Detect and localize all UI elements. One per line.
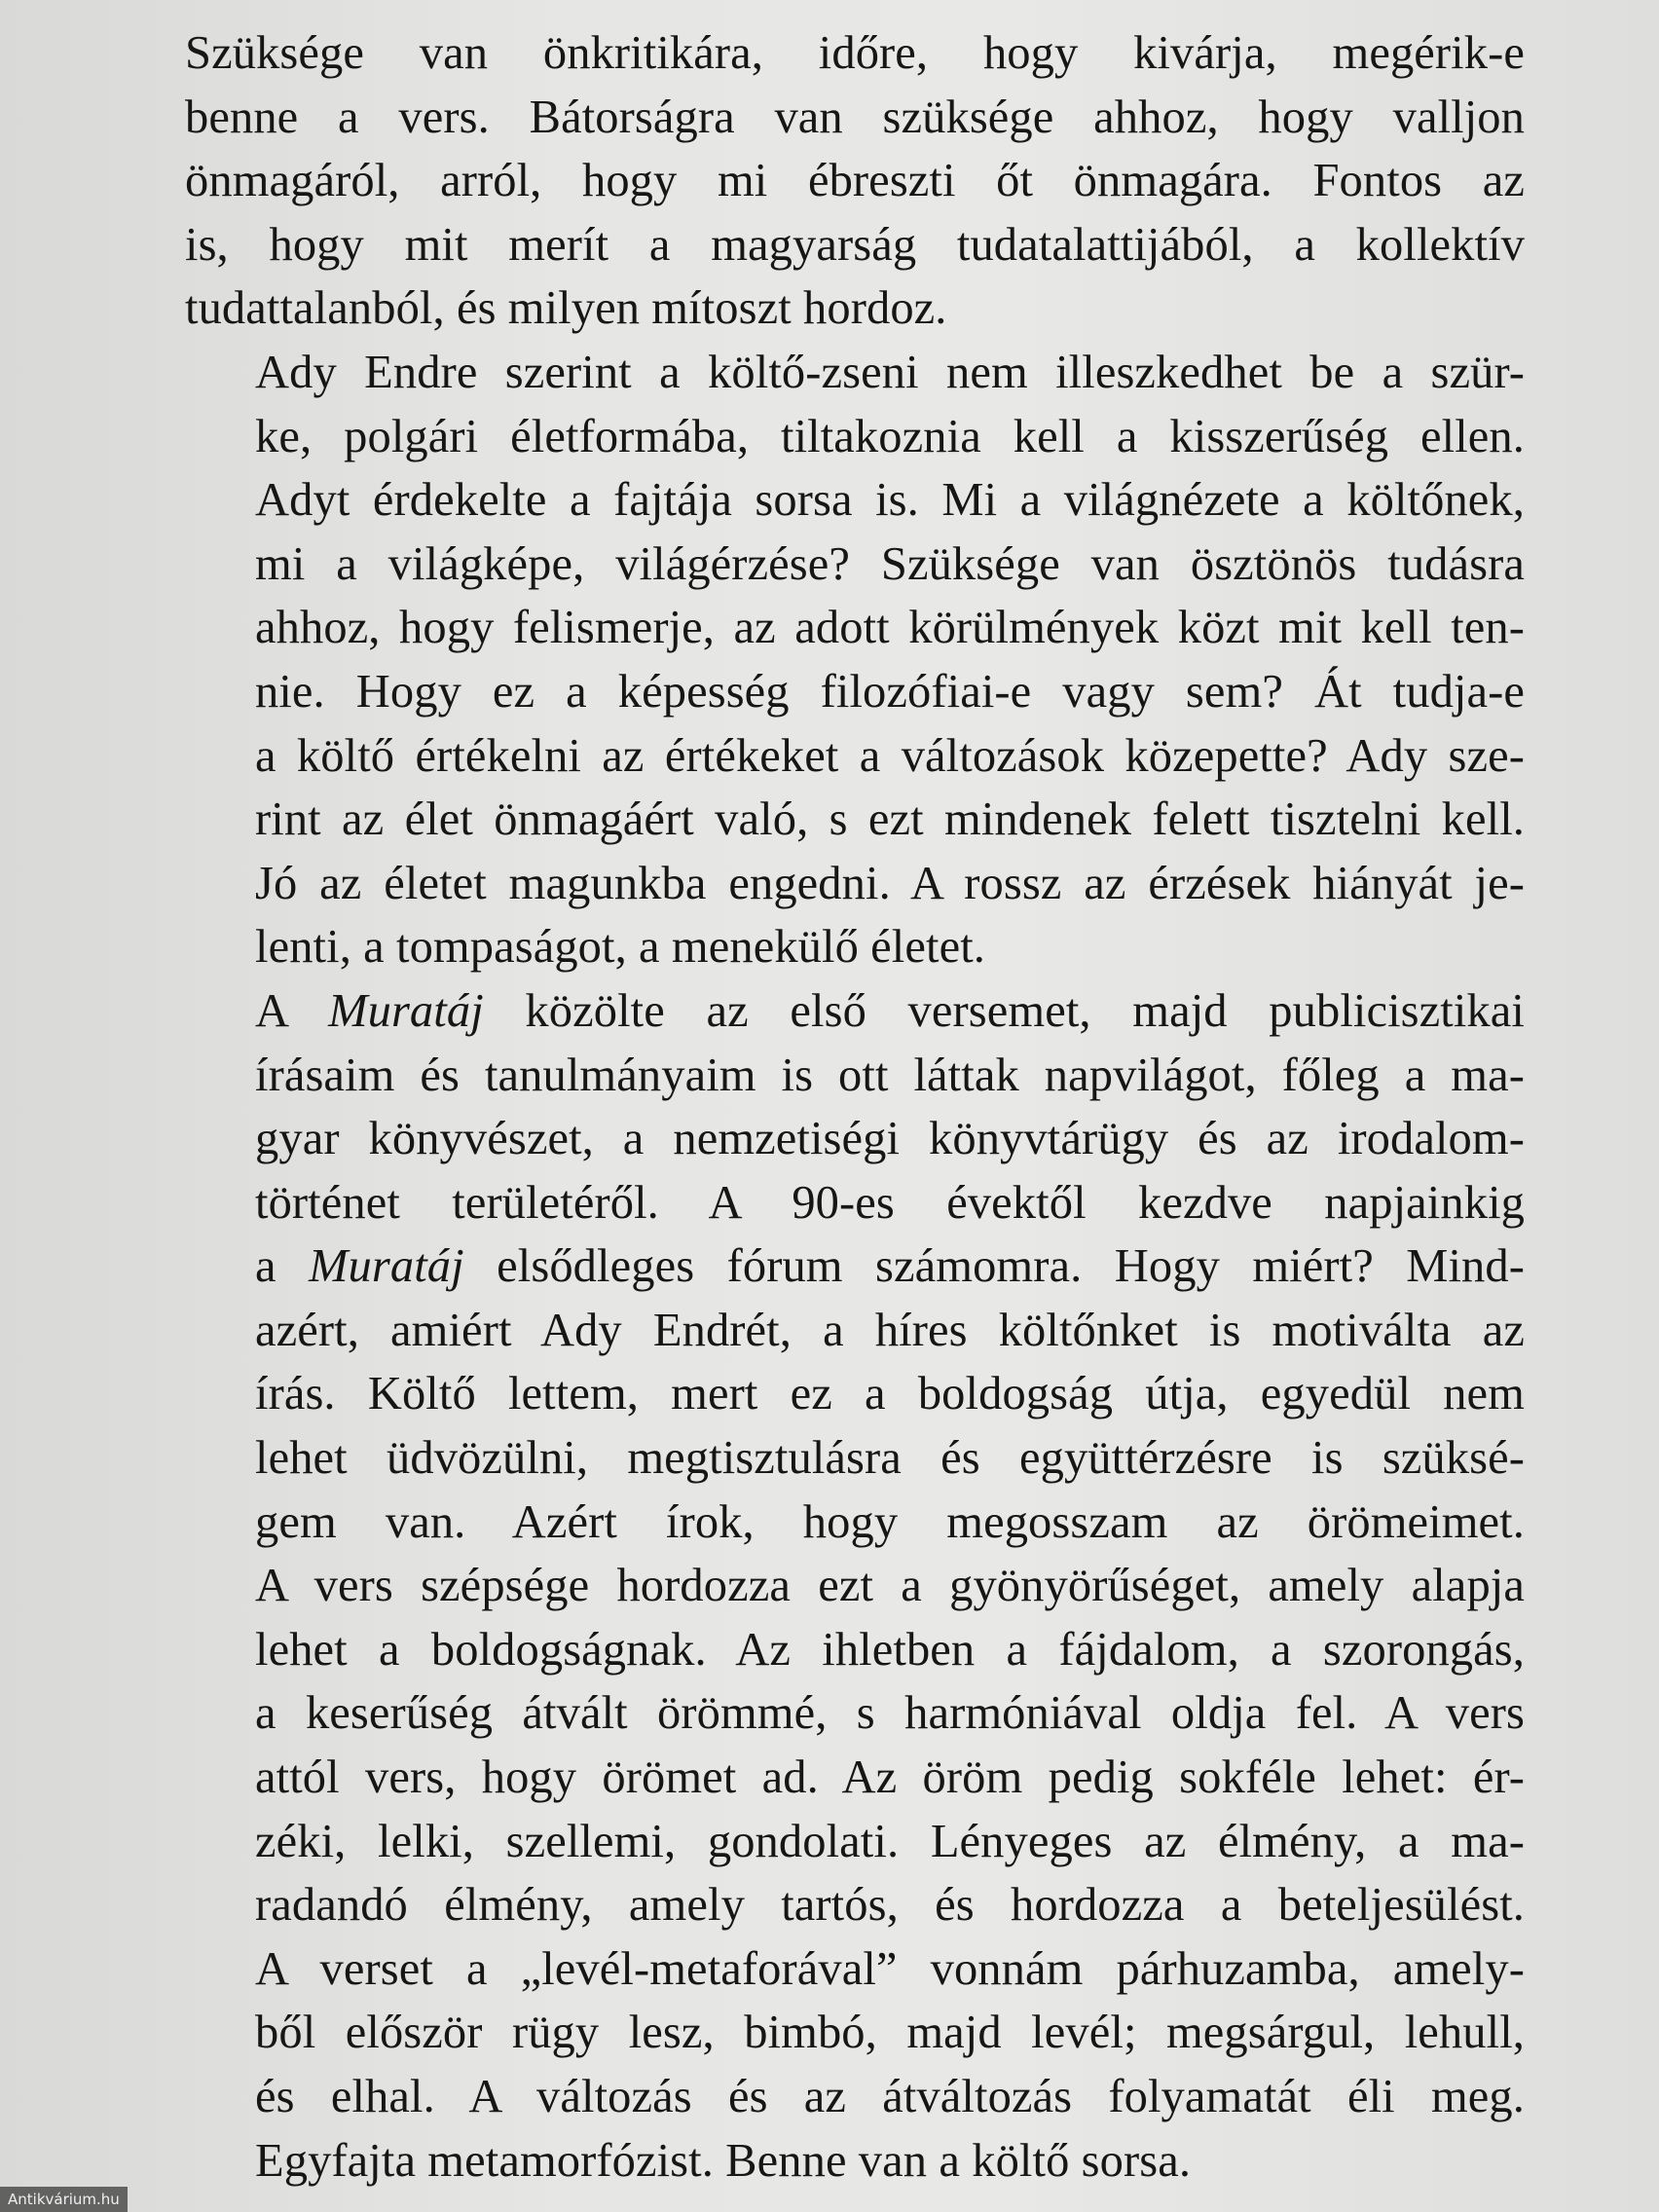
text-line: Ady Endre szerint a költő-zseni nem illeszkedhet be a szür- <box>255 346 1525 398</box>
text-line: lenti, a tompaságot, a menekülő életet. <box>255 921 986 974</box>
text-line: Szüksége van önkritikára, időre, hogy kivárja, megérik-e <box>185 27 1525 79</box>
text-line: is, hogy mit merít a magyarság tudatalattijából, a kollektív <box>185 218 1525 271</box>
text-line: Adyt érdekelte a fajtája sorsa is. Mi a világnézete a költőnek, <box>255 474 1525 527</box>
text-line: A vers szépsége hordozza ezt a gyönyörűséget, amely alapja <box>255 1560 1525 1612</box>
text-segment: a <box>255 1240 310 1293</box>
text-line: azért, amiért Ady Endrét, a híres költőnket is motiválta az <box>255 1304 1525 1356</box>
text-line: ke, polgári életformába, tiltakoznia kell a kisszerűség ellen. <box>255 410 1525 462</box>
watermark-label: Antikvárium.hu <box>0 2187 128 2212</box>
text-line: történet területéről. A 90-es évektől kezdve napjainkig <box>255 1176 1525 1229</box>
text-line <box>185 1235 1525 1299</box>
text-line: írásaim és tanulmányaim is ott láttak napvilágot, főleg a ma- <box>255 1049 1525 1101</box>
text-line: A verset a „levél-metaforával” vonnám párhuzamba, amely- <box>255 1942 1525 1995</box>
text-line: a költő értékelni az értékeket a változások közepette? Ady sze- <box>255 729 1525 782</box>
paragraph <box>185 341 1525 979</box>
text-line: írás. Költő lettem, mert ez a boldogság útja, egyedül nem <box>255 1368 1525 1420</box>
text-line: Jó az életet magunkba engedni. A rossz az érzések hiányát je- <box>255 857 1525 909</box>
text-segment: közölte az első versemet, majd publicisztikai <box>483 984 1525 1037</box>
text-line: a keserűség átvált örömmé, s harmóniával oldja fel. A vers <box>255 1687 1525 1740</box>
text-line: mi a világképe, világérzése? Szüksége van ösztönös tudásra <box>255 537 1525 590</box>
text-line: és elhal. A változás és az átváltozás folyamatát éli meg. <box>255 2071 1525 2122</box>
italic-title: Muratáj <box>309 1240 464 1293</box>
text-line: Egyfajta metamorfózist. Benne van a költő sorsa. <box>255 2134 1192 2187</box>
text-line: lehet üdvözülni, megtisztulásra és együttérzésre is szüksé- <box>255 1432 1525 1485</box>
text-line: gem van. Azért írok, hogy megosszam az örömeimet. <box>255 1495 1525 1548</box>
italic-title: Muratáj <box>328 984 484 1037</box>
text-line: gyar könyvészet, a nemzetiségi könyvtárügy és az irodalom- <box>255 1113 1525 1165</box>
text-segment: elsődleges fórum számomra. Hogy miért? Mind- <box>463 1240 1525 1293</box>
text-line: önmagáról, arról, hogy mi ébreszti őt önmagára. Fontos az <box>185 155 1525 207</box>
text-line: ahhoz, hogy felismerje, az adott körülmények közt mit kell ten- <box>255 602 1525 654</box>
text-line: ből először rügy lesz, bimbó, majd levél; megsárgul, lehull, <box>255 2007 1525 2059</box>
text-line: attól vers, hogy örömet ad. Az öröm pedig sokféle lehet: ér- <box>255 1751 1525 1804</box>
text-line: rint az élet önmagáért való, s ezt mindenek felett tisztelni kell. <box>255 793 1525 846</box>
text-line: lehet a boldogságnak. Az ihletben a fájdalom, a szorongás, <box>255 1623 1525 1676</box>
text-line <box>185 979 1525 1044</box>
text-line: radandó élmény, amely tartós, és hordozza a beteljesülést. <box>255 1879 1525 1932</box>
text-segment: A <box>255 984 329 1037</box>
text-line: nie. Hogy ez a képesség filozófiai-e vagy sem? Át tudja-e <box>255 665 1525 718</box>
text-line: zéki, lelki, szellemi, gondolati. Lényeges az élmény, a ma- <box>255 1815 1525 1867</box>
body-text <box>185 21 1525 2193</box>
paragraph <box>185 21 1525 341</box>
text-line: benne a vers. Bátorságra van szüksége ahhoz, hogy valljon <box>185 91 1525 143</box>
text-line: tudattalanból, és milyen mítoszt hordoz. <box>185 282 947 335</box>
paragraph <box>185 979 1525 2193</box>
